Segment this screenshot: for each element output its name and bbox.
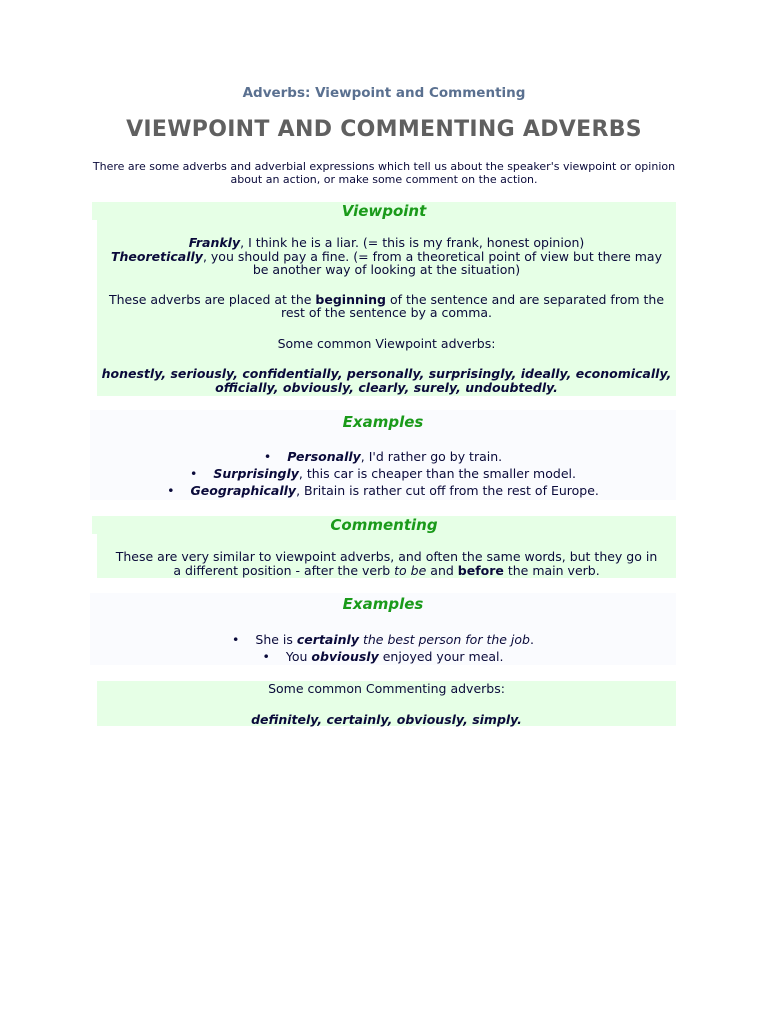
viewpoint-examples-list	[90, 450, 676, 498]
list-item	[90, 450, 676, 464]
viewpoint-common-list: honestly, seriously, confidentially, personally, surprisingly, ideally, economically, officially, obviously, clearly, surely, undoubtedly.	[101, 366, 672, 395]
example-text: , I'd rather go by train.	[360, 449, 503, 464]
adverb-theoretically: Theoretically	[110, 248, 203, 264]
viewpoint-section	[97, 220, 676, 396]
list-item	[90, 633, 676, 647]
desc-bold: before	[457, 562, 504, 578]
viewpoint-examples-title: Examples	[342, 413, 424, 431]
example-text: , I think he is a liar. (= this is my frank, honest opinion)	[240, 235, 585, 250]
desc-text-mid: and	[426, 562, 458, 578]
example-text-italic: the best person for the job	[358, 632, 530, 647]
viewpoint-common-label: Some common Viewpoint adverbs:	[277, 335, 496, 351]
placement-emphasis: beginning	[315, 291, 386, 307]
commenting-examples-list	[90, 633, 676, 664]
example-text-end: .	[529, 632, 534, 647]
intro-paragraph: There are some adverbs and adverbial expressions which tell us about the speaker's viewpoint or opinion about an action, or make some comment on the action.	[92, 160, 676, 186]
example-adverb: Surprisingly	[213, 466, 299, 481]
list-item	[90, 484, 676, 498]
viewpoint-example-theoretically	[97, 250, 676, 277]
list-item	[90, 650, 676, 664]
commenting-description	[97, 550, 676, 577]
adverb-frankly: Frankly	[188, 235, 241, 250]
main-heading: VIEWPOINT AND COMMENTING ADVERBS	[126, 117, 642, 142]
example-text: , this car is cheaper than the smaller model.	[298, 466, 576, 481]
commenting-common-list: definitely, certainly, obviously, simply.	[251, 711, 522, 727]
viewpoint-title-band	[92, 202, 676, 220]
example-adverb: Geographically	[190, 483, 297, 498]
viewpoint-title: Viewpoint	[341, 202, 427, 220]
document-title: Adverbs: Viewpoint and Commenting	[242, 85, 526, 101]
desc-text-post: the main verb.	[503, 562, 600, 578]
desc-italic: to be	[394, 562, 427, 578]
example-text-pre: You	[285, 649, 312, 664]
example-adverb: certainly	[296, 632, 359, 647]
desc-text-pre: These are very similar to viewpoint adverbs, and often the same words, but they go in a different position - after the verb	[115, 549, 658, 578]
example-text: , you should pay a fine. (= from a theoretical point of view but there may be another way of looking at the situation)	[202, 248, 662, 277]
commenting-common-label: Some common Commenting adverbs:	[268, 681, 505, 696]
viewpoint-example-frankly	[97, 236, 676, 250]
example-text: , Britain is rather cut off from the rest of Europe.	[296, 483, 599, 498]
commenting-section	[97, 534, 676, 578]
viewpoint-examples-section	[90, 410, 676, 500]
commenting-title: Commenting	[330, 516, 438, 534]
commenting-common-section	[97, 681, 676, 726]
placement-text-pre: These adverbs are placed at the	[108, 291, 316, 307]
example-text-pre: She is	[255, 632, 297, 647]
commenting-examples-title: Examples	[342, 595, 424, 613]
example-adverb: Personally	[287, 449, 361, 464]
list-item	[90, 467, 676, 481]
commenting-title-band	[92, 516, 676, 534]
placement-text-post: of the sentence and are separated from the rest of the sentence by a comma.	[280, 291, 665, 320]
example-text-end: enjoyed your meal.	[378, 649, 504, 664]
example-adverb: obviously	[311, 649, 379, 664]
commenting-examples-section	[90, 593, 676, 665]
placement-note	[97, 293, 676, 320]
